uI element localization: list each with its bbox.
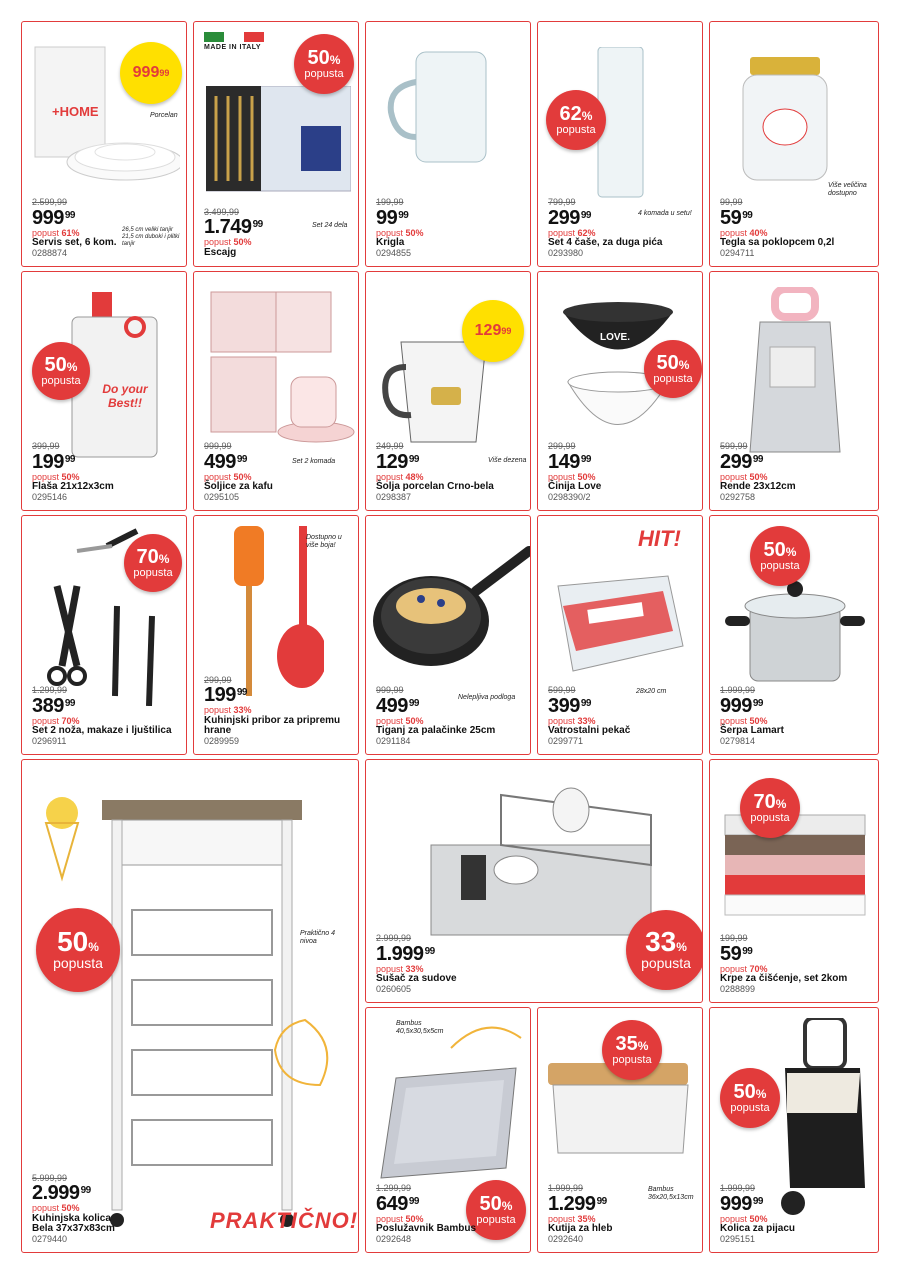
discount-text: popust 50% [548, 471, 596, 482]
discount-text: popust 62% [548, 227, 596, 238]
product-code: 0279814 [720, 735, 756, 746]
product-card-kutija[interactable] [537, 1007, 703, 1253]
discount-text: popust 50% [32, 1203, 80, 1214]
note-4-komada: 4 komada u setu! [638, 210, 692, 217]
discount-text: popust 48% [376, 471, 424, 482]
price-block [548, 442, 601, 502]
price-block [720, 442, 796, 502]
new-price: 1.999$^{99}$ [376, 942, 435, 965]
product-name: Kuhinjski pribor za pripremu hrane [204, 714, 341, 737]
new-price: 2.999$^{99}$ [32, 1182, 91, 1205]
product-card-posluzavnik[interactable] [365, 1007, 531, 1253]
old-price: 1.999,99 [720, 1183, 756, 1194]
tray-image [376, 1058, 526, 1188]
product-code: 0295146 [32, 491, 68, 502]
product-name-line2: Bela 37x37x83cm [32, 1223, 115, 1235]
price-block [548, 198, 663, 258]
leaf-doodle [270, 1015, 340, 1095]
pan-image [371, 531, 531, 681]
prakticno-slogan: PRAKTIČNO! [210, 1208, 359, 1233]
old-price: 5.999,99 [32, 1172, 68, 1183]
discount-badge-case: 62% popusta [546, 90, 606, 150]
price-block [548, 686, 630, 746]
new-price: $999^{99}$ [720, 694, 763, 717]
bottle-print: Do your Best!! [102, 382, 148, 410]
old-price: 249,99 [376, 441, 404, 452]
old-price: 299,99 [548, 441, 576, 452]
new-price: 1.299$^{99}$ [548, 1192, 607, 1215]
note-bambus: Bambus 40,5x30,5x5cm [396, 1020, 444, 1036]
old-price: 999,99 [204, 441, 232, 452]
product-code: 0295151 [720, 1233, 756, 1244]
price-block [376, 686, 495, 746]
discount-badge-noz: 70% popusta [124, 534, 182, 592]
note-porcelan: Porcelan [150, 112, 178, 119]
product-card-servis[interactable] [21, 21, 187, 267]
discount-text: popust 50% [204, 471, 252, 482]
hit-label: HIT! [638, 526, 681, 551]
product-code: 0294711 [720, 247, 755, 258]
product-card-pekac[interactable] [537, 515, 703, 755]
product-name: Set 4 čaše, za duga pića [548, 237, 663, 249]
new-price: $999^{99}$ [720, 1192, 763, 1215]
product-name: Flaša 21x12x3cm [32, 481, 114, 493]
new-price: $999^{99}$ [32, 206, 75, 229]
new-price: $129^{99}$ [376, 450, 419, 473]
product-name: Šolja porcelan Crno-bela [376, 481, 494, 493]
note-nelepljiva: Nelepljiva podloga [458, 694, 516, 701]
discount-text: popust 33% [376, 963, 424, 974]
discount-text: popust 61% [32, 227, 80, 238]
price-block [32, 686, 172, 746]
product-code: 0298390/2 [548, 491, 591, 502]
product-name: Kutija za hleb [548, 1223, 613, 1235]
made-in-italy: MADE IN ITALY [204, 44, 262, 51]
old-price: 199,99 [376, 197, 404, 208]
product-name: Vatrostalni pekač [548, 725, 631, 737]
discount-badge-cinija: 50% popusta [644, 340, 702, 398]
product-code: 0298387 [376, 491, 412, 502]
discount-text: popust 40% [720, 227, 768, 238]
product-card-pijaca[interactable] [709, 1007, 879, 1253]
discount-badge-pijaca: 50% popusta [720, 1068, 780, 1128]
discount-text: popust 70% [720, 963, 768, 974]
product-name: Krpe za čišćenje, set 2kom [720, 973, 848, 985]
discount-text: popust 35% [548, 1213, 596, 1224]
discount-badge-kolica: 50% popusta [36, 908, 120, 992]
old-price: 999,99 [376, 685, 404, 696]
discount-text: popust 50% [376, 715, 424, 726]
price-block [548, 1184, 612, 1244]
product-card-rende[interactable] [709, 271, 879, 511]
price-block [720, 686, 784, 746]
new-price: $649^{99}$ [376, 1192, 419, 1215]
old-price: 299,99 [204, 674, 232, 685]
old-price: 3.499,99 [204, 206, 240, 217]
product-card-cinija[interactable] [537, 271, 703, 511]
discount-text: popust 50% [720, 715, 768, 726]
price-block [720, 934, 847, 994]
product-card-case[interactable] [537, 21, 703, 267]
bowl-print: LOVE. [600, 332, 631, 343]
discount-badge-posluzavnik: 50% popusta [466, 1180, 526, 1240]
product-card-solja[interactable] [365, 271, 531, 511]
product-name: Rende 23x12cm [720, 481, 796, 493]
discount-badge-escajg: 50% popusta [294, 34, 354, 94]
product-code: 0296911 [32, 735, 67, 746]
product-name: Servis set, 6 kom. [32, 237, 117, 249]
price-badge-999: 999 99 [120, 42, 182, 104]
price-block [204, 208, 263, 258]
discount-text: popust 70% [32, 715, 80, 726]
old-price: 599,99 [720, 441, 748, 452]
discount-badge-susac: 33% popusta [626, 910, 703, 990]
price-block [376, 198, 424, 258]
product-card-susac[interactable] [365, 759, 703, 1003]
price-block [720, 1184, 795, 1244]
pot-image [720, 571, 870, 691]
product-code: 0292648 [376, 1233, 412, 1244]
new-price: 1.749$^{99}$ [204, 216, 263, 239]
dish-rack-image [421, 785, 661, 945]
discount-text: popust 33% [548, 715, 596, 726]
note-set2: Set 2 komada [292, 458, 336, 465]
new-price: $389^{99}$ [32, 694, 75, 717]
old-price: 799,99 [548, 197, 576, 208]
product-name: Escajg [204, 246, 237, 258]
product-name: Sušač za sudove [376, 973, 457, 985]
price-block [376, 1184, 476, 1244]
note-tanjiri: 26,5 cm veliki tanjir 21,5 cm duboki i plitki tanjir [122, 227, 180, 248]
product-card-tegla[interactable] [709, 21, 879, 267]
discount-text: popust 50% [720, 471, 768, 482]
product-card-krigla[interactable] [365, 21, 531, 267]
product-name: Kolica za pijacu [720, 1223, 796, 1235]
discount-badge-flasa: 50% popusta [32, 342, 90, 400]
new-price: $99^{99}$ [376, 206, 409, 229]
price-block [376, 442, 494, 502]
price-block [32, 1174, 115, 1244]
new-price: $399^{99}$ [548, 694, 591, 717]
price-block [204, 442, 273, 502]
new-price: $149^{99}$ [548, 450, 591, 473]
price-block [32, 442, 114, 502]
new-price: $499^{99}$ [376, 694, 419, 717]
product-code: 0295105 [204, 491, 240, 502]
old-price: 2.599,99 [32, 197, 68, 208]
note-dim-pekac: 28x20 cm [636, 688, 667, 695]
price-badge-129: 129 99 [462, 300, 524, 362]
product-code: 0292640 [548, 1233, 584, 1244]
note-bambus-hleb: Bambus 36x20,5x13cm [648, 1186, 694, 1202]
price-block [204, 676, 358, 746]
product-name: Šoljice za kafu [204, 481, 273, 493]
product-card-pribor[interactable] [193, 515, 359, 755]
new-price: $299^{99}$ [720, 450, 763, 473]
old-price: 399,99 [32, 441, 60, 452]
old-price: 1.999,99 [548, 1183, 584, 1194]
discount-badge-serpa: 50% popusta [750, 526, 810, 586]
product-card-kolica[interactable] [21, 759, 359, 1253]
product-name: Šerpa Lamart [720, 725, 784, 737]
discount-text: popust 50% [720, 1213, 768, 1224]
note-vise-dezena: Više dezena [488, 457, 527, 464]
old-price: 1.299,99 [376, 1183, 412, 1194]
discount-text: popust 50% [376, 1213, 424, 1224]
product-card-escajg[interactable] [193, 21, 359, 267]
product-code: 0294855 [376, 247, 412, 258]
product-card-krpe[interactable] [709, 759, 879, 1003]
new-price: $299^{99}$ [548, 206, 591, 229]
product-name: Kuhinjska kolica [32, 1212, 111, 1224]
italy-flag-icon [204, 32, 264, 42]
product-card-soljice[interactable] [193, 271, 359, 511]
note-set24: Set 24 dela [312, 222, 348, 229]
cutlery-set-image [206, 86, 351, 196]
product-code: 0299771 [548, 735, 584, 746]
grater-image [740, 287, 850, 457]
old-price: 599,99 [548, 685, 576, 696]
discount-text: popust 33% [204, 705, 252, 716]
note-dostupno-boja: Dostupno u više boja! [306, 534, 342, 550]
old-price: 2.999,99 [376, 933, 412, 944]
new-price: $59^{99}$ [720, 942, 753, 965]
product-name: Tegla sa poklopcem 0,2l [720, 237, 835, 249]
new-price: $199^{99}$ [32, 450, 75, 473]
new-price: $59^{99}$ [720, 206, 753, 229]
new-price: $199^{99}$ [204, 684, 247, 707]
baking-dish-image [548, 566, 688, 686]
new-price: $499^{99}$ [204, 450, 247, 473]
price-block [376, 934, 457, 994]
jar-image [735, 57, 835, 187]
product-card-nozevi[interactable] [21, 515, 187, 755]
product-card-serpa[interactable] [709, 515, 879, 755]
old-price: 99,99 [720, 197, 743, 208]
old-price: 199,99 [720, 933, 748, 944]
product-code: 0260605 [376, 983, 412, 994]
product-card-tiganj[interactable] [365, 515, 531, 755]
product-name: Tiganj za palačinke 25cm [376, 725, 496, 737]
glass-mug-image [386, 42, 506, 192]
price-block [32, 198, 117, 258]
note-nivoa: Praktično 4 nivoa [300, 930, 336, 946]
old-price: 1.299,99 [32, 685, 68, 696]
product-code: 0293980 [548, 247, 584, 258]
product-code: 0289959 [204, 735, 240, 746]
product-name: Set 2 noža, makaze i ljuštilica [32, 725, 172, 737]
product-name: Krigla [376, 237, 405, 249]
product-code: 0292758 [720, 491, 756, 502]
price-block [720, 198, 834, 258]
home-logo: +HOME [52, 104, 99, 119]
product-code: 0288874 [32, 247, 68, 258]
product-code: 0279440 [32, 1233, 68, 1244]
old-price: 1.999,99 [720, 685, 756, 696]
discount-text: popust 50% [32, 471, 80, 482]
discount-badge-kutija: 35% popusta [602, 1020, 662, 1080]
note-vise-velicina: Više veličina dostupno [828, 182, 867, 198]
product-code: 0291184 [376, 735, 411, 746]
product-card-flasa[interactable] [21, 271, 187, 511]
discount-text: popust 50% [204, 237, 252, 248]
ice-cream-doodle [32, 788, 92, 888]
coffee-cups-image [206, 287, 356, 457]
discount-text: popust 50% [376, 227, 424, 238]
product-code: 0288899 [720, 983, 756, 994]
product-name: Poslužavnik Bambus [376, 1223, 477, 1235]
product-name: Činija Love [548, 481, 602, 493]
melon-doodle [446, 1018, 526, 1058]
discount-badge-krpe: 70% popusta [740, 778, 800, 838]
